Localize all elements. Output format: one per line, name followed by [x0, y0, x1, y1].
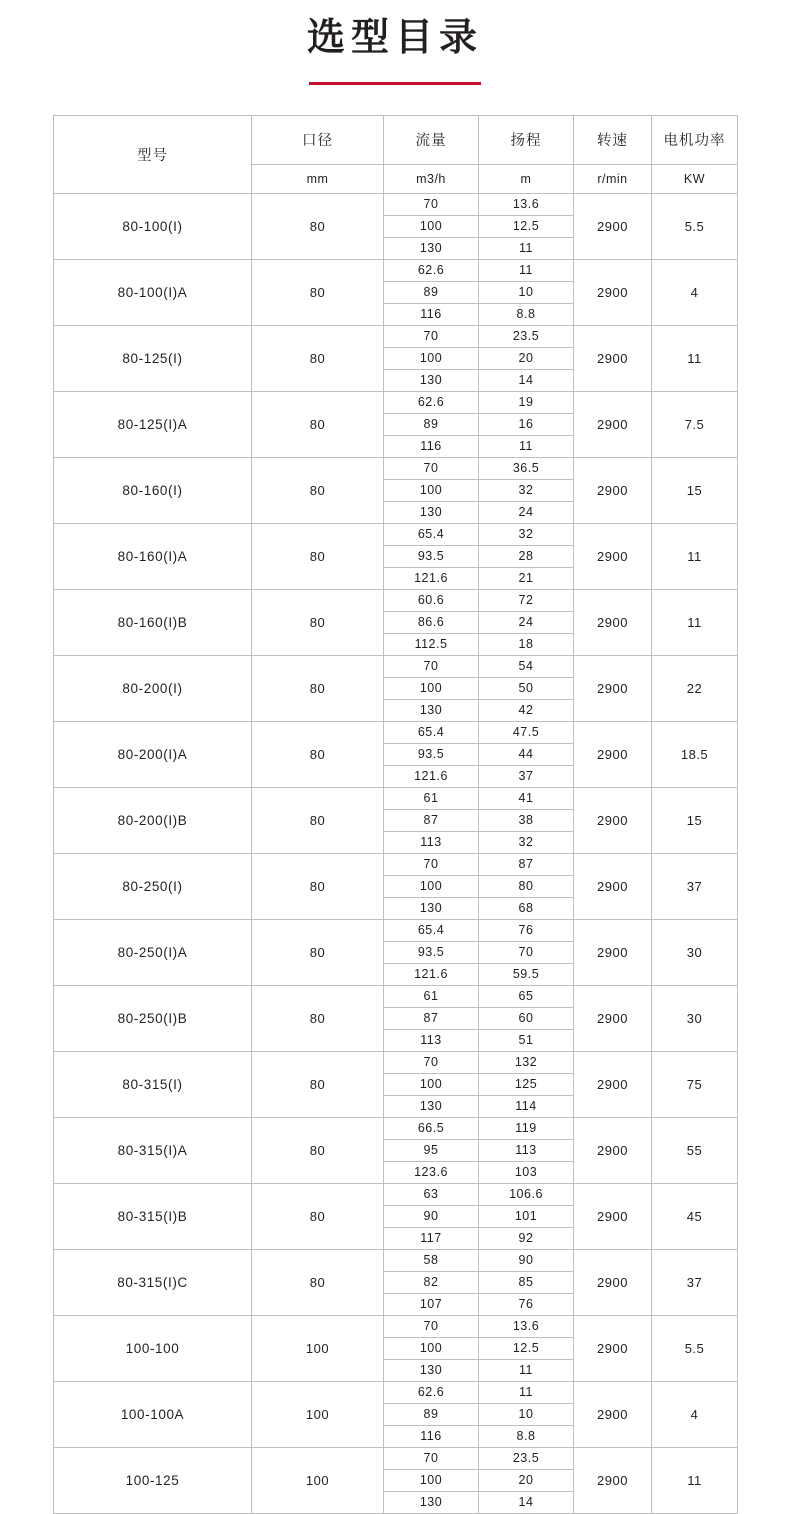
cell-bore: 80: [252, 589, 384, 655]
cell-bore: 80: [252, 853, 384, 919]
cell-flow: 130: [384, 1095, 479, 1117]
unit-head: m: [479, 164, 574, 193]
cell-flow: 130: [384, 237, 479, 259]
cell-speed: 2900: [574, 1051, 652, 1117]
table-row: [54, 325, 738, 347]
cell-flow: 62.6: [384, 1381, 479, 1403]
cell-model: 80-200(I)B: [54, 787, 252, 853]
cell-flow: 58: [384, 1249, 479, 1271]
cell-bore: 80: [252, 1183, 384, 1249]
cell-bore: 80: [252, 193, 384, 259]
unit-bore: mm: [252, 164, 384, 193]
cell-bore: 80: [252, 655, 384, 721]
cell-flow: 100: [384, 347, 479, 369]
cell-bore: 80: [252, 919, 384, 985]
cell-head: 37: [479, 765, 574, 787]
column-header-power: 电机功率: [652, 115, 738, 164]
cell-model: 80-125(I)A: [54, 391, 252, 457]
cell-head: 8.8: [479, 1425, 574, 1447]
cell-flow: 130: [384, 699, 479, 721]
cell-flow: 112.5: [384, 633, 479, 655]
cell-flow: 70: [384, 1315, 479, 1337]
cell-speed: 2900: [574, 985, 652, 1051]
cell-flow: 89: [384, 413, 479, 435]
cell-head: 50: [479, 677, 574, 699]
cell-bore: 80: [252, 259, 384, 325]
cell-speed: 2900: [574, 721, 652, 787]
table-row: [54, 589, 738, 611]
cell-bore: 80: [252, 1117, 384, 1183]
cell-flow: 100: [384, 875, 479, 897]
cell-bore: 80: [252, 457, 384, 523]
table-row: [54, 853, 738, 875]
cell-head: 12.5: [479, 215, 574, 237]
cell-power: 55: [652, 1117, 738, 1183]
cell-bore: 80: [252, 985, 384, 1051]
cell-head: 44: [479, 743, 574, 765]
cell-flow: 100: [384, 1469, 479, 1491]
cell-model: 80-200(I)A: [54, 721, 252, 787]
cell-flow: 70: [384, 655, 479, 677]
cell-speed: 2900: [574, 787, 652, 853]
cell-speed: 2900: [574, 259, 652, 325]
table-row: [54, 1051, 738, 1073]
cell-speed: 2900: [574, 391, 652, 457]
cell-model: 80-125(I): [54, 325, 252, 391]
cell-flow: 65.4: [384, 919, 479, 941]
cell-model: 80-100(I): [54, 193, 252, 259]
cell-flow: 116: [384, 303, 479, 325]
cell-power: 4: [652, 1381, 738, 1447]
cell-head: 10: [479, 281, 574, 303]
cell-model: 80-250(I): [54, 853, 252, 919]
cell-speed: 2900: [574, 1315, 652, 1381]
column-header-speed: 转速: [574, 115, 652, 164]
cell-head: 90: [479, 1249, 574, 1271]
cell-power: 37: [652, 1249, 738, 1315]
table-row: [54, 1315, 738, 1337]
cell-flow: 63: [384, 1183, 479, 1205]
cell-model: 100-125: [54, 1447, 252, 1513]
cell-model: 80-315(I): [54, 1051, 252, 1117]
cell-speed: 2900: [574, 1183, 652, 1249]
cell-flow: 70: [384, 1051, 479, 1073]
cell-flow: 89: [384, 281, 479, 303]
cell-speed: 2900: [574, 1381, 652, 1447]
cell-flow: 89: [384, 1403, 479, 1425]
cell-power: 4: [652, 259, 738, 325]
cell-power: 15: [652, 787, 738, 853]
cell-speed: 2900: [574, 193, 652, 259]
table-row: [54, 1381, 738, 1403]
cell-head: 68: [479, 897, 574, 919]
cell-flow: 62.6: [384, 259, 479, 281]
cell-power: 5.5: [652, 1315, 738, 1381]
cell-head: 87: [479, 853, 574, 875]
cell-flow: 70: [384, 325, 479, 347]
cell-head: 119: [479, 1117, 574, 1139]
cell-head: 113: [479, 1139, 574, 1161]
table-row: [54, 919, 738, 941]
cell-head: 13.6: [479, 1315, 574, 1337]
table-row: [54, 1447, 738, 1469]
cell-flow: 100: [384, 1073, 479, 1095]
cell-power: 45: [652, 1183, 738, 1249]
cell-head: 20: [479, 347, 574, 369]
cell-flow: 87: [384, 809, 479, 831]
cell-flow: 61: [384, 787, 479, 809]
cell-power: 5.5: [652, 193, 738, 259]
table-row: [54, 985, 738, 1007]
cell-flow: 93.5: [384, 743, 479, 765]
cell-head: 106.6: [479, 1183, 574, 1205]
unit-power: KW: [652, 164, 738, 193]
cell-flow: 60.6: [384, 589, 479, 611]
cell-speed: 2900: [574, 457, 652, 523]
cell-bore: 80: [252, 721, 384, 787]
cell-head: 76: [479, 1293, 574, 1315]
cell-power: 11: [652, 523, 738, 589]
cell-head: 13.6: [479, 193, 574, 215]
table-body: [54, 193, 738, 1513]
unit-speed: r/min: [574, 164, 652, 193]
cell-speed: 2900: [574, 919, 652, 985]
cell-model: 100-100: [54, 1315, 252, 1381]
cell-flow: 100: [384, 479, 479, 501]
cell-power: 75: [652, 1051, 738, 1117]
cell-flow: 90: [384, 1205, 479, 1227]
cell-speed: 2900: [574, 853, 652, 919]
cell-bore: 100: [252, 1315, 384, 1381]
cell-head: 24: [479, 611, 574, 633]
cell-head: 132: [479, 1051, 574, 1073]
cell-head: 32: [479, 479, 574, 501]
cell-head: 70: [479, 941, 574, 963]
cell-head: 24: [479, 501, 574, 523]
cell-flow: 65.4: [384, 721, 479, 743]
cell-head: 14: [479, 1491, 574, 1513]
cell-head: 47.5: [479, 721, 574, 743]
cell-flow: 121.6: [384, 765, 479, 787]
cell-flow: 95: [384, 1139, 479, 1161]
cell-model: 80-315(I)A: [54, 1117, 252, 1183]
cell-head: 11: [479, 259, 574, 281]
table-row: [54, 1249, 738, 1271]
cell-power: 11: [652, 325, 738, 391]
spec-table-wrapper: [53, 115, 737, 1514]
cell-bore: 80: [252, 523, 384, 589]
cell-flow: 70: [384, 193, 479, 215]
cell-head: 80: [479, 875, 574, 897]
table-row: [54, 1183, 738, 1205]
cell-flow: 93.5: [384, 941, 479, 963]
cell-flow: 62.6: [384, 391, 479, 413]
table-row: [54, 523, 738, 545]
cell-head: 18: [479, 633, 574, 655]
table-row: [54, 787, 738, 809]
title-underline: [309, 82, 481, 85]
header-row-main: [54, 115, 738, 164]
cell-flow: 130: [384, 1491, 479, 1513]
cell-flow: 70: [384, 1447, 479, 1469]
cell-flow: 113: [384, 1029, 479, 1051]
cell-head: 114: [479, 1095, 574, 1117]
cell-power: 30: [652, 985, 738, 1051]
cell-model: 80-250(I)A: [54, 919, 252, 985]
cell-head: 59.5: [479, 963, 574, 985]
cell-power: 30: [652, 919, 738, 985]
cell-head: 65: [479, 985, 574, 1007]
cell-head: 32: [479, 523, 574, 545]
cell-head: 42: [479, 699, 574, 721]
cell-flow: 70: [384, 853, 479, 875]
title-block: [0, 0, 790, 85]
cell-speed: 2900: [574, 1249, 652, 1315]
cell-flow: 93.5: [384, 545, 479, 567]
cell-power: 18.5: [652, 721, 738, 787]
cell-flow: 100: [384, 677, 479, 699]
cell-model: 80-250(I)B: [54, 985, 252, 1051]
cell-head: 10: [479, 1403, 574, 1425]
cell-flow: 121.6: [384, 567, 479, 589]
cell-bore: 80: [252, 325, 384, 391]
cell-flow: 117: [384, 1227, 479, 1249]
cell-flow: 116: [384, 1425, 479, 1447]
column-header-bore: 口径: [252, 115, 384, 164]
cell-bore: 100: [252, 1381, 384, 1447]
cell-flow: 100: [384, 215, 479, 237]
cell-model: 80-160(I)A: [54, 523, 252, 589]
cell-head: 92: [479, 1227, 574, 1249]
cell-head: 19: [479, 391, 574, 413]
cell-head: 14: [479, 369, 574, 391]
cell-model: 80-160(I)B: [54, 589, 252, 655]
cell-speed: 2900: [574, 655, 652, 721]
cell-head: 85: [479, 1271, 574, 1293]
cell-head: 12.5: [479, 1337, 574, 1359]
cell-model: 80-100(I)A: [54, 259, 252, 325]
cell-head: 23.5: [479, 325, 574, 347]
cell-head: 28: [479, 545, 574, 567]
cell-head: 76: [479, 919, 574, 941]
cell-head: 41: [479, 787, 574, 809]
cell-speed: 2900: [574, 325, 652, 391]
cell-head: 101: [479, 1205, 574, 1227]
cell-head: 23.5: [479, 1447, 574, 1469]
cell-flow: 130: [384, 1359, 479, 1381]
cell-flow: 86.6: [384, 611, 479, 633]
cell-head: 11: [479, 435, 574, 457]
table-row: [54, 721, 738, 743]
cell-flow: 130: [384, 897, 479, 919]
cell-head: 38: [479, 809, 574, 831]
table-row: [54, 1117, 738, 1139]
cell-flow: 123.6: [384, 1161, 479, 1183]
cell-flow: 121.6: [384, 963, 479, 985]
cell-head: 54: [479, 655, 574, 677]
table-row: [54, 457, 738, 479]
table-row: [54, 391, 738, 413]
cell-head: 51: [479, 1029, 574, 1051]
cell-flow: 116: [384, 435, 479, 457]
cell-flow: 70: [384, 457, 479, 479]
cell-flow: 130: [384, 501, 479, 523]
cell-head: 125: [479, 1073, 574, 1095]
cell-flow: 65.4: [384, 523, 479, 545]
table-row: [54, 655, 738, 677]
cell-speed: 2900: [574, 523, 652, 589]
cell-head: 20: [479, 1469, 574, 1491]
table-row: [54, 193, 738, 215]
cell-bore: 80: [252, 1249, 384, 1315]
spec-table: [53, 115, 738, 1514]
cell-bore: 80: [252, 391, 384, 457]
cell-flow: 130: [384, 369, 479, 391]
cell-flow: 82: [384, 1271, 479, 1293]
cell-head: 72: [479, 589, 574, 611]
cell-power: 15: [652, 457, 738, 523]
cell-bore: 80: [252, 1051, 384, 1117]
cell-flow: 61: [384, 985, 479, 1007]
cell-flow: 107: [384, 1293, 479, 1315]
column-header-model: 型号: [54, 115, 252, 193]
cell-power: 11: [652, 589, 738, 655]
cell-head: 21: [479, 567, 574, 589]
table-header: [54, 115, 738, 193]
cell-head: 8.8: [479, 303, 574, 325]
cell-head: 11: [479, 1381, 574, 1403]
cell-speed: 2900: [574, 589, 652, 655]
cell-power: 37: [652, 853, 738, 919]
cell-model: 80-315(I)B: [54, 1183, 252, 1249]
cell-power: 7.5: [652, 391, 738, 457]
column-header-head: 扬程: [479, 115, 574, 164]
cell-flow: 113: [384, 831, 479, 853]
cell-head: 36.5: [479, 457, 574, 479]
cell-flow: 66.5: [384, 1117, 479, 1139]
cell-head: 60: [479, 1007, 574, 1029]
cell-head: 16: [479, 413, 574, 435]
page-title: 选型目录: [306, 17, 483, 59]
cell-head: 11: [479, 1359, 574, 1381]
column-header-flow: 流量: [384, 115, 479, 164]
cell-model: 100-100A: [54, 1381, 252, 1447]
cell-head: 11: [479, 237, 574, 259]
table-row: [54, 259, 738, 281]
cell-speed: 2900: [574, 1447, 652, 1513]
cell-power: 11: [652, 1447, 738, 1513]
cell-flow: 87: [384, 1007, 479, 1029]
cell-model: 80-315(I)C: [54, 1249, 252, 1315]
cell-power: 22: [652, 655, 738, 721]
cell-model: 80-160(I): [54, 457, 252, 523]
cell-head: 32: [479, 831, 574, 853]
cell-bore: 80: [252, 787, 384, 853]
cell-model: 80-200(I): [54, 655, 252, 721]
cell-bore: 100: [252, 1447, 384, 1513]
cell-speed: 2900: [574, 1117, 652, 1183]
unit-flow: m3/h: [384, 164, 479, 193]
cell-head: 103: [479, 1161, 574, 1183]
cell-flow: 100: [384, 1337, 479, 1359]
